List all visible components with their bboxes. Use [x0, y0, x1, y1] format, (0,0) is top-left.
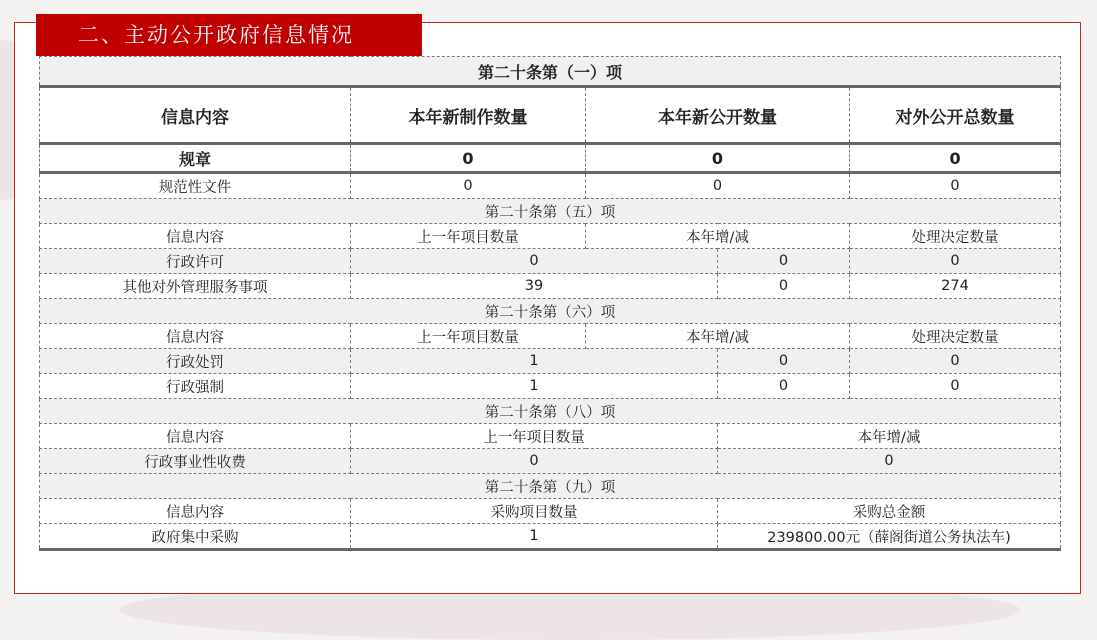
- column-header: 采购总金额: [718, 499, 1061, 524]
- table-row: [40, 349, 1061, 374]
- section-title-banner: 二、主动公开政府信息情况: [36, 14, 422, 56]
- header-row: [40, 224, 1061, 249]
- table-row: [40, 249, 1061, 274]
- section-heading: 第二十条第（一）项: [40, 57, 1061, 87]
- table-cell: 0: [351, 173, 586, 199]
- table-cell: 其他对外管理服务事项: [40, 274, 351, 299]
- header-row: [40, 499, 1061, 524]
- column-header: 处理决定数量: [850, 324, 1061, 349]
- column-header: 本年增/减: [718, 424, 1061, 449]
- header-row: [40, 87, 1061, 144]
- column-header: 信息内容: [40, 87, 351, 144]
- table-cell: 0: [351, 449, 718, 474]
- table-cell: 239800.00元（薛阁街道公务执法车): [718, 524, 1061, 550]
- table-cell: 0: [718, 274, 850, 299]
- column-header: 上一年项目数量: [351, 424, 718, 449]
- table-cell: 0: [850, 349, 1061, 374]
- table-cell: 行政事业性收费: [40, 449, 351, 474]
- table-cell: 0: [850, 144, 1061, 173]
- section-heading: 第二十条第（九）项: [40, 474, 1061, 499]
- column-header: 采购项目数量: [351, 499, 718, 524]
- column-header: 信息内容: [40, 324, 351, 349]
- column-header: 信息内容: [40, 224, 351, 249]
- table-row: [40, 524, 1061, 550]
- table-cell: 274: [850, 274, 1061, 299]
- header-row: [40, 424, 1061, 449]
- table-row: [40, 173, 1061, 199]
- column-header: 本年增/减: [586, 224, 850, 249]
- column-header: 本年增/减: [586, 324, 850, 349]
- table-cell: 1: [351, 524, 718, 550]
- section-heading: 第二十条第（六）项: [40, 299, 1061, 324]
- column-header: 上一年项目数量: [351, 324, 586, 349]
- section-heading-row: [40, 474, 1061, 499]
- table-cell: 0: [850, 374, 1061, 399]
- section-heading: 第二十条第（五）项: [40, 199, 1061, 224]
- section-heading-row: [40, 199, 1061, 224]
- column-header: 本年新公开数量: [586, 87, 850, 144]
- table-row: [40, 274, 1061, 299]
- section-heading-row: [40, 299, 1061, 324]
- table-cell: 0: [586, 173, 850, 199]
- table-cell: 行政强制: [40, 374, 351, 399]
- table-cell: 0: [850, 173, 1061, 199]
- column-header: 上一年项目数量: [351, 224, 586, 249]
- table-cell: 1: [351, 374, 718, 399]
- table-cell: 规章: [40, 144, 351, 173]
- section-heading: 第二十条第（八）项: [40, 399, 1061, 424]
- section-heading-row: [40, 399, 1061, 424]
- table-cell: 0: [718, 374, 850, 399]
- table-cell: 行政许可: [40, 249, 351, 274]
- section-heading-row: [40, 57, 1061, 87]
- table-cell: 0: [718, 449, 1061, 474]
- disclosure-table: [39, 56, 1061, 551]
- table-cell: 1: [351, 349, 718, 374]
- table-cell: 0: [351, 249, 718, 274]
- column-header: 本年新制作数量: [351, 87, 586, 144]
- table-row: [40, 449, 1061, 474]
- table-row: [40, 374, 1061, 399]
- table-cell: 0: [586, 144, 850, 173]
- column-header: 信息内容: [40, 499, 351, 524]
- column-header: 对外公开总数量: [850, 87, 1061, 144]
- table-cell: 行政处罚: [40, 349, 351, 374]
- table-row: [40, 144, 1061, 173]
- table-cell: 0: [850, 249, 1061, 274]
- header-row: [40, 324, 1061, 349]
- table-cell: 0: [351, 144, 586, 173]
- table-cell: 0: [718, 249, 850, 274]
- table-cell: 39: [351, 274, 718, 299]
- table-cell: 政府集中采购: [40, 524, 351, 550]
- column-header: 信息内容: [40, 424, 351, 449]
- table-cell: 规范性文件: [40, 173, 351, 199]
- column-header: 处理决定数量: [850, 224, 1061, 249]
- table-cell: 0: [718, 349, 850, 374]
